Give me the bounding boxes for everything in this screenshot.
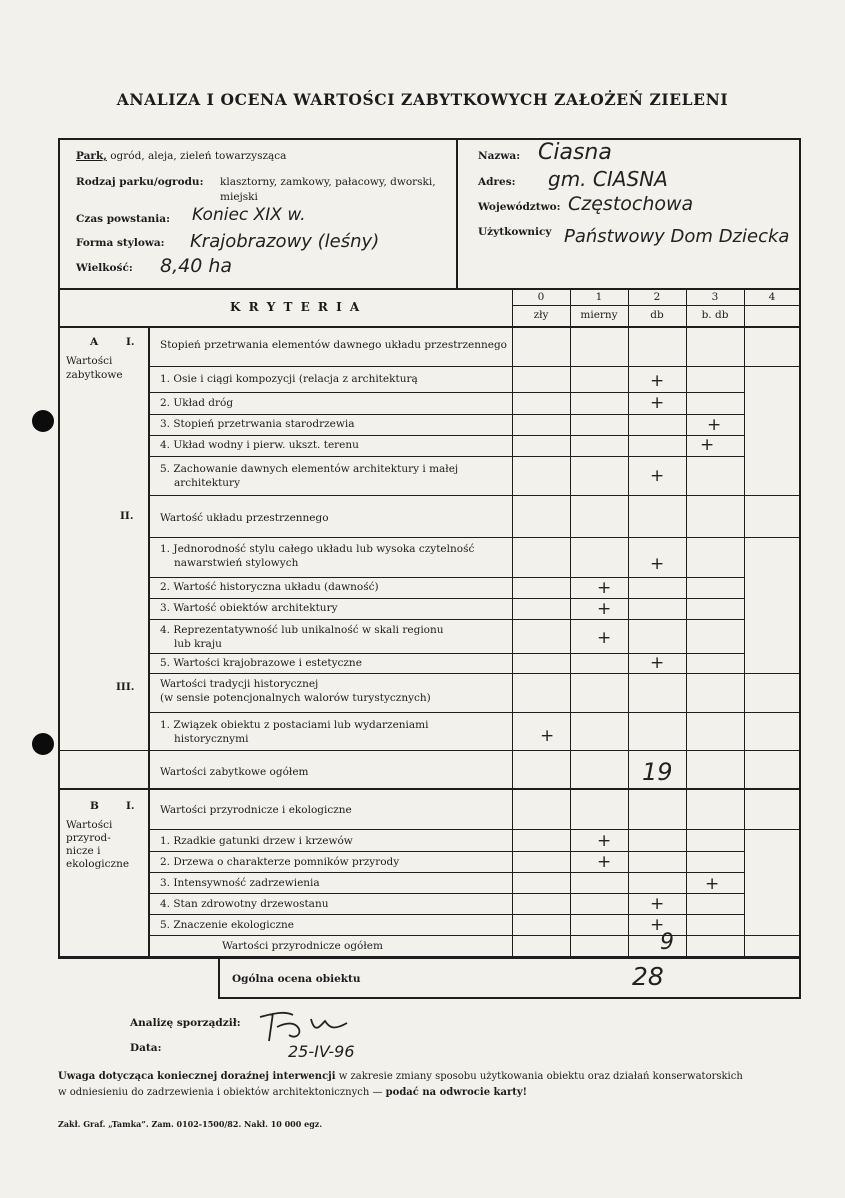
section-b-roman: I.: [126, 800, 135, 812]
row-line: [148, 829, 800, 830]
park-line: [76, 150, 286, 162]
data-value: 25-IV-96: [288, 1042, 355, 1061]
uzytkownicy-value: Państwowy Dom Dziecka: [564, 226, 790, 247]
g3-item-1: 1. Związek obiektu z postaciami lub wydarzeniami: [160, 719, 429, 731]
kryteria-bottom-line: [60, 326, 799, 328]
mark-a2-4: +: [597, 628, 612, 648]
section-b-name-3: nicze i: [66, 845, 101, 857]
score-3-num: 3: [711, 291, 719, 303]
row-line: [148, 673, 800, 674]
rodzaj-options-1: klasztorny, zamkowy, pałacowy, dworski,: [220, 176, 436, 188]
b-item-1: 1. Rzadkie gatunki drzew i krzewów: [160, 835, 353, 847]
uwaga-rest: w zakresie zmiany sposobu użytkowania obiektu oraz działań konserwatorskich: [335, 1071, 743, 1082]
mark-a2-3: +: [597, 599, 612, 619]
score-2-num: 2: [653, 291, 661, 303]
g1-item-1: 1. Osie i ciągi kompozycji (relacja z architekturą: [160, 373, 418, 385]
b-item-2: 2. Drzewa o charakterze pomników przyrody: [160, 856, 400, 868]
wielkosc-value: 8,40 ha: [160, 255, 233, 277]
row-line: [148, 935, 800, 936]
g1-item-4: 4. Układ wodny i pierw. ukszt. terenu: [160, 439, 359, 451]
section-a-roman: I.: [126, 336, 135, 348]
score-4-num: 4: [768, 291, 776, 303]
uwaga-line-2: [58, 1087, 808, 1098]
g2-item-3: 3. Wartość obiektów architektury: [160, 602, 338, 614]
row-line: [148, 851, 744, 852]
mark-b-3: +: [705, 874, 720, 894]
kryteria-label: K R Y T E R I A: [230, 300, 362, 314]
mark-a3-1: +: [540, 726, 555, 746]
g2-item-2: 2. Wartość historyczna układu (dawność): [160, 581, 379, 593]
punch-hole-bottom: [32, 733, 54, 755]
g3-roman: III.: [116, 681, 135, 693]
czas-value: Koniec XIX w.: [192, 205, 306, 225]
mark-a1-5: +: [650, 466, 665, 486]
park-word: Park,: [76, 150, 107, 162]
signature-image: [255, 1005, 365, 1045]
g2-item-4: 4. Reprezentatywność lub unikalność w skali regionu: [160, 624, 444, 636]
g1-item-3: 3. Stopień przetrwania starodrzewia: [160, 418, 355, 430]
wielkosc-label: Wielkość:: [76, 262, 133, 274]
score-col-2: [628, 290, 629, 956]
uwaga-bold: Uwaga dotycząca koniecznej doraźnej interwencji: [58, 1071, 336, 1082]
mark-a1-1: +: [650, 371, 665, 391]
section-b-total-label: Wartości przyrodnicze ogółem: [222, 940, 383, 952]
row-line: [148, 495, 800, 496]
data-label: Data:: [130, 1042, 162, 1054]
g2-item-1-cont: nawarstwień stylowych: [174, 557, 299, 569]
score-0-word: zły: [533, 309, 549, 321]
section-b-total-value: 9: [660, 930, 674, 955]
uwaga-line2-text: w odniesieniu do zadrzewienia i obiektów architektonicznych —: [58, 1087, 386, 1098]
section-a-letter: A: [90, 336, 99, 348]
nazwa-value: Ciasna: [538, 140, 612, 165]
mark-a2-1: +: [650, 554, 665, 574]
score-0-num: 0: [537, 291, 545, 303]
g2-item-5: 5. Wartości krajobrazowe i estetyczne: [160, 657, 362, 669]
overall-value: 28: [632, 962, 664, 991]
score-1-num: 1: [595, 291, 603, 303]
adres-value: gm. CIASNA: [548, 167, 668, 191]
forma-label: Forma stylowa:: [76, 237, 165, 249]
row-line: [148, 712, 800, 713]
section-a-total-value: 19: [642, 758, 673, 786]
mark-b-2: +: [597, 852, 612, 872]
score-col-0: [512, 290, 513, 956]
section-b-name-4: ekologiczne: [66, 858, 130, 870]
b-title: Wartości przyrodnicze i ekologiczne: [160, 804, 352, 816]
row-line: [148, 619, 744, 620]
score-1-word: mierny: [580, 309, 618, 321]
b-item-4: 4. Stan zdrowotny drzewostanu: [160, 898, 329, 910]
mark-a1-2: +: [650, 393, 665, 413]
row-line: [148, 537, 800, 538]
czas-label: Czas powstania:: [76, 213, 170, 225]
forma-value: Krajobrazowy (leśny): [190, 231, 380, 252]
g2-item-4-cont: lub kraju: [174, 638, 222, 650]
section-b-letter: B: [90, 800, 99, 812]
park-rest: ogród, aleja, zieleń towarzysząca: [110, 150, 287, 162]
g1-title: Stopień przetrwania elementów dawnego układu przestrzennego: [160, 339, 507, 351]
nazwa-label: Nazwa:: [478, 150, 521, 162]
mark-a1-3: +: [707, 415, 722, 435]
print-note: Zakł. Graf. „Tamka”. Zam. 0102-1500/82. Nakł. 10 000 egz.: [58, 1119, 323, 1129]
header-divider: [456, 140, 458, 288]
row-line: [148, 456, 744, 457]
mark-b-5: +: [650, 915, 665, 935]
score-col-1: [570, 290, 571, 956]
analize-label: Analizę sporządził:: [130, 1017, 241, 1029]
adres-label: Adres:: [478, 176, 516, 188]
score-col-3: [686, 290, 687, 956]
section-a-total-label: Wartości zabytkowe ogółem: [160, 766, 309, 778]
score-header-midline: [512, 305, 801, 306]
row-line: [148, 598, 744, 599]
overall-label: Ogólna ocena obiektu: [232, 973, 361, 985]
rodzaj-options-2: miejski: [220, 191, 258, 203]
row-line: [148, 577, 744, 578]
g3-title-2: (w sensie potencjonalnych walorów turystycznych): [160, 692, 431, 704]
section-a-name: Wartości zabytkowe: [66, 355, 123, 381]
section-b-name-2: przyrod-: [66, 832, 111, 844]
g2-title: Wartość układu przestrzennego: [160, 512, 329, 524]
mark-a2-5: +: [650, 653, 665, 673]
g1-item-2: 2. Układ dróg: [160, 397, 234, 409]
row-line: [148, 414, 744, 415]
left-column-line: [148, 328, 150, 956]
row-line: [148, 872, 744, 873]
mark-b-1: +: [597, 831, 612, 851]
mark-a1-4: +: [700, 435, 715, 455]
section-b-name-1: Wartości: [66, 819, 113, 831]
rodzaj-label: Rodzaj parku/ogrodu:: [76, 176, 204, 188]
uwaga-line-1: [58, 1071, 808, 1082]
row-line: [148, 366, 800, 367]
b-item-3: 3. Intensywność zadrzewienia: [160, 877, 320, 889]
mark-a2-2: +: [597, 578, 612, 598]
g1-item-5-cont: architektury: [174, 477, 241, 489]
punch-hole-top: [32, 410, 54, 432]
g2-roman: II.: [120, 510, 134, 522]
g3-item-1-cont: historycznymi: [174, 733, 249, 745]
b-item-5: 5. Znaczenie ekologiczne: [160, 919, 295, 931]
page-title: ANALIZA I OCENA WARTOŚCI ZABYTKOWYCH ZAŁOŻEŃ ZIELENI: [116, 90, 729, 109]
wojewodztwo-label: Województwo:: [478, 201, 561, 213]
g2-item-1: 1. Jednorodność stylu całego układu lub wysoka czytelność: [160, 543, 475, 555]
score-2-word: db: [650, 309, 664, 321]
score-col-4: [744, 290, 745, 956]
wojewodztwo-value: Częstochowa: [568, 193, 694, 215]
g3-title-1: Wartości tradycji historycznej: [160, 678, 319, 690]
section-divider: [60, 788, 799, 790]
row-line: [60, 750, 800, 751]
row-line: [148, 435, 744, 436]
uzytkownicy-label: Użytkownicy: [478, 226, 552, 238]
uwaga-line2-bold: podać na odwrocie karty!: [385, 1087, 528, 1098]
score-3-word: b. db: [701, 309, 729, 321]
g1-item-5: 5. Zachowanie dawnych elementów architektury i małej: [160, 463, 459, 475]
mark-b-4: +: [650, 894, 665, 914]
